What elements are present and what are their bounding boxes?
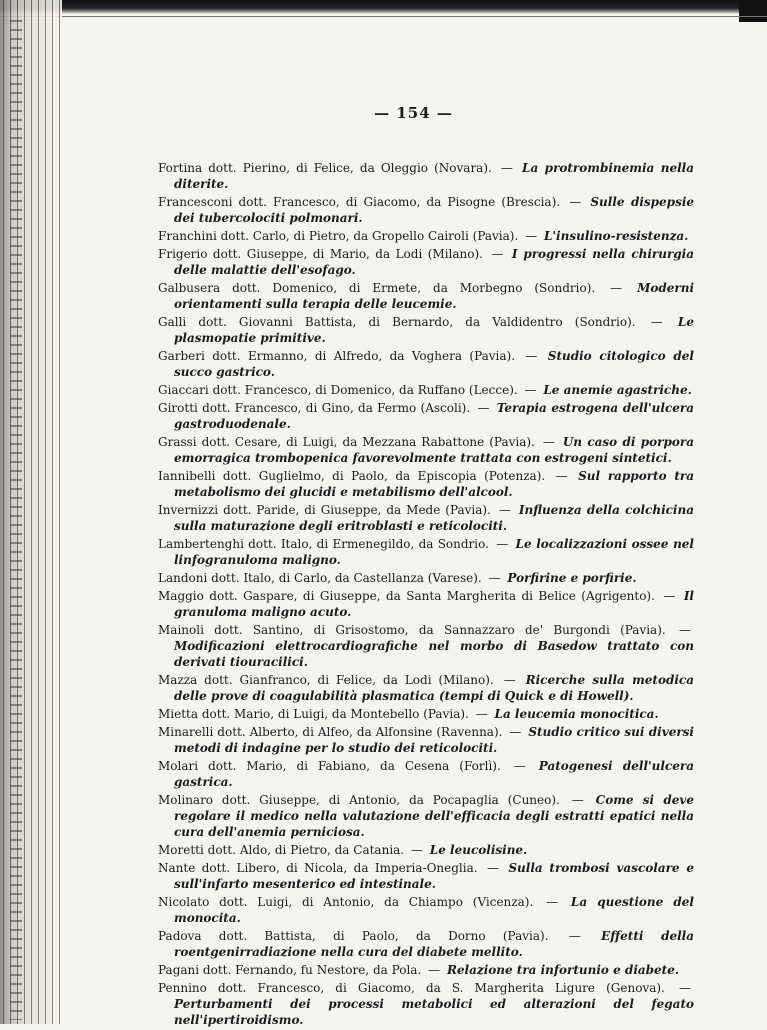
list-item — [158, 280, 694, 312]
entry-title: Relazione tra infortunio e diabete. — [446, 963, 680, 977]
list-item — [158, 894, 694, 926]
entry-title: I progressi nella chirurgia delle malattie dell'esofago. — [174, 247, 694, 277]
entry-author: Molinaro dott. Giuseppe, di Antonio, da Pocapaglia (Cuneo). — [158, 793, 560, 807]
entry-author: Galbusera dott. Domenico, di Ermete, da Morbegno (Sondrio). — [158, 281, 596, 295]
entry-author: Garberi dott. Ermanno, di Alfredo, da Voghera (Pavia). — [158, 349, 516, 363]
entry-author: Moretti dott. Aldo, di Pietro, da Catania. — [158, 843, 405, 857]
entry-title: Ricerche sulla metodica delle prove di coagulabilità plasmatica (tempi di Quick e di Howell). — [174, 673, 694, 703]
list-item — [158, 246, 694, 278]
entry-separator: — — [509, 725, 522, 739]
entry-author: Mainoli dott. Santino, di Grisostomo, da Sannazzaro de' Burgondi (Pavia). — [158, 623, 666, 637]
entry-title: La questione del monocita. — [174, 895, 694, 925]
entry-title: Le localizzazioni ossee nel linfogranuloma maligno. — [174, 537, 694, 567]
entry-separator: — — [503, 673, 516, 687]
list-item — [158, 792, 694, 840]
entry-title: Terapia estrogena dell'ulcera gastroduodenale. — [174, 401, 694, 431]
entry-title: Sul rapporto tra metabolismo dei glucidi e metabilismo dell'alcool. — [174, 469, 694, 499]
entry-separator: — — [525, 349, 538, 363]
entry-title: Modificazioni elettrocardiografiche nel morbo di Basedow trattato con derivati tiouracilici. — [174, 639, 694, 669]
entry-title: L'insulino-resistenza. — [543, 229, 689, 243]
entry-separator: — — [610, 281, 623, 295]
entry-separator: — — [498, 503, 511, 517]
list-item — [158, 706, 694, 722]
entry-title: Perturbamenti dei processi metabolici ed alterazioni del fegato nell'ipertiroidismo. — [174, 997, 694, 1027]
page-top-edge — [0, 0, 767, 14]
entry-separator: — — [496, 537, 509, 551]
entry-author: Galli dott. Giovanni Battista, di Bernardo, da Valdidentro (Sondrio). — [158, 315, 636, 329]
entry-separator: — — [475, 707, 488, 721]
entry-title: Influenza della colchicina sulla maturazione degli eritroblasti e reticolociti. — [174, 503, 694, 533]
list-item — [158, 228, 694, 244]
entry-separator: — — [410, 843, 423, 857]
list-item — [158, 382, 694, 398]
entry-title: Le leucolisine. — [429, 843, 528, 857]
entry-title: Moderni orientamenti sulla terapia delle leucemie. — [174, 281, 694, 311]
entry-author: Iannibelli dott. Guglielmo, di Paolo, da Episcopia (Potenza). — [158, 469, 546, 483]
list-item — [158, 314, 694, 346]
entry-author: Mazza dott. Gianfranco, di Felice, da Lodi (Milano). — [158, 673, 494, 687]
entry-title: Come si deve regolare il medico nella valutazione dell'efficacia degli estratti epatici nella cura dell'anemia perniciosa. — [174, 793, 694, 839]
list-item — [158, 860, 694, 892]
entry-author: Pagani dott. Fernando, fu Nestore, da Pola. — [158, 963, 422, 977]
entry-author: Frigerio dott. Giuseppe, di Mario, da Lodi (Milano). — [158, 247, 483, 261]
entry-separator: — — [513, 759, 526, 773]
book-spine-shadow — [0, 0, 62, 1024]
entry-separator: — — [500, 161, 513, 175]
entry-title: Effetti della roentgenirradiazione nella cura del diabete mellito. — [174, 929, 694, 959]
list-item — [158, 622, 694, 670]
list-item — [158, 758, 694, 790]
entry-separator: — — [488, 571, 501, 585]
entry-title: Le plasmopatie primitive. — [174, 315, 694, 345]
entry-title: Studio citologico del succo gastrico. — [174, 349, 694, 379]
page-number: — 154 — — [374, 104, 453, 122]
entry-author: Giaccari dott. Francesco, di Domenico, da Ruffano (Lecce). — [158, 383, 518, 397]
entry-author: Grassi dott. Cesare, di Luigi, da Mezzana Rabattone (Pavia). — [158, 435, 535, 449]
entry-author: Fortina dott. Pierino, di Felice, da Oleggio (Novara). — [158, 161, 492, 175]
list-item — [158, 962, 694, 978]
entry-author: Minarelli dott. Alberto, di Alfeo, da Alfonsine (Ravenna). — [158, 725, 503, 739]
entry-title: Patogenesi dell'ulcera gastrica. — [174, 759, 694, 789]
list-item — [158, 194, 694, 226]
entry-separator: — — [568, 929, 581, 943]
entry-author: Padova dott. Battista, di Paolo, da Dorno (Pavia). — [158, 929, 549, 943]
entry-separator: — — [663, 589, 676, 603]
entry-title: Sulla trombosi vascolare e sull'infarto mesenterico ed intestinale. — [174, 861, 694, 891]
list-item — [158, 570, 694, 586]
entry-author: Mietta dott. Mario, di Luigi, da Montebello (Pavia). — [158, 707, 469, 721]
entry-author: Francesconi dott. Francesco, di Giacomo, da Pisogne (Brescia). — [158, 195, 561, 209]
entry-separator: — — [477, 401, 490, 415]
entry-separator: — — [525, 229, 538, 243]
entry-author: Nante dott. Libero, di Nicola, da Imperia-Oneglia. — [158, 861, 478, 875]
list-item — [158, 724, 694, 756]
entry-title: Le anemie agastriche. — [543, 383, 692, 397]
entry-separator: — — [524, 383, 537, 397]
entry-author: Franchini dott. Carlo, di Pietro, da Gropello Cairoli (Pavia). — [158, 229, 519, 243]
entry-title: La leucemia monocitica. — [494, 707, 659, 721]
list-item — [158, 160, 694, 192]
entry-author: Invernizzi dott. Paride, di Giuseppe, da Mede (Pavia). — [158, 503, 491, 517]
entry-separator: — — [569, 195, 582, 209]
entry-author: Nicolato dott. Luigi, di Antonio, da Chiampo (Vicenza). — [158, 895, 534, 909]
list-item — [158, 468, 694, 500]
entry-separator: — — [679, 981, 691, 995]
list-item — [158, 928, 694, 960]
entry-separator: — — [555, 469, 568, 483]
entry-author: Molari dott. Mario, di Fabiano, da Cesena (Forlì). — [158, 759, 501, 773]
entry-separator: — — [428, 963, 441, 977]
entry-author: Lambertenghi dott. Italo, di Ermenegildo, da Sondrio. — [158, 537, 489, 551]
list-item — [158, 588, 694, 620]
entry-separator: — — [650, 315, 663, 329]
entry-title: Sulle dispepsie dei tubercolociti polmonari. — [174, 195, 695, 225]
entry-separator: — — [679, 623, 691, 637]
list-item — [158, 434, 694, 466]
list-item — [158, 536, 694, 568]
entry-separator: — — [542, 435, 555, 449]
list-item — [158, 502, 694, 534]
entry-title: Il granuloma maligno acuto. — [174, 589, 694, 619]
list-item — [158, 980, 694, 1028]
scan-corner — [739, 0, 767, 22]
list-item — [158, 400, 694, 432]
entry-separator: — — [571, 793, 584, 807]
entry-author: Landoni dott. Italo, di Carlo, da Castellanza (Varese). — [158, 571, 482, 585]
entry-title: Studio critico sui diversi metodi di indagine per lo studio dei reticolociti. — [174, 725, 694, 755]
list-item — [158, 842, 694, 858]
entry-author: Girotti dott. Francesco, di Gino, da Fermo (Ascoli). — [158, 401, 471, 415]
list-item — [158, 348, 694, 380]
entry-separator: — — [486, 861, 499, 875]
list-item — [158, 672, 694, 704]
entry-separator: — — [491, 247, 504, 261]
spine-binding — [10, 20, 22, 1020]
entry-title: Porfirine e porfirie. — [507, 571, 637, 585]
entry-author: Maggio dott. Gaspare, di Giuseppe, da Santa Margherita di Belice (Agrigento). — [158, 589, 655, 603]
thesis-list — [158, 160, 694, 1030]
entry-title: La protrombinemia nella diterite. — [174, 161, 694, 191]
entry-title: Un caso di porpora emorragica trombopenica favorevolmente trattata con estrogeni sintetici. — [174, 435, 694, 465]
entry-author: Pennino dott. Francesco, di Giacomo, da S. Margherita Ligure (Genova). — [158, 981, 665, 995]
entry-separator: — — [546, 895, 559, 909]
